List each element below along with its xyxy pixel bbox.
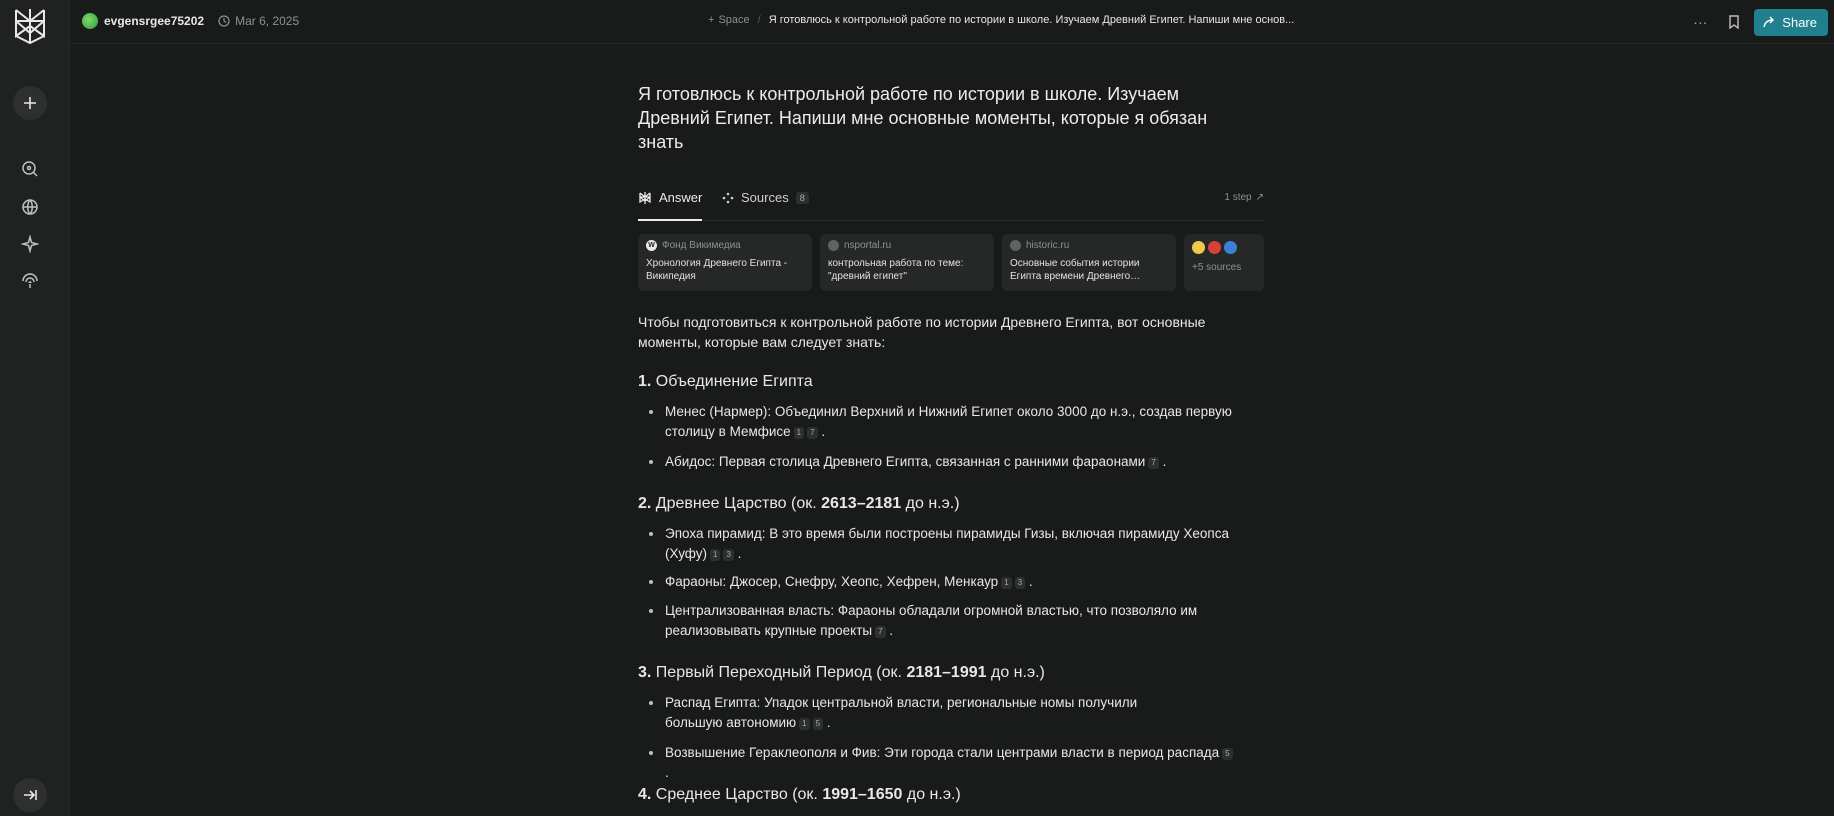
bookmark-icon[interactable] xyxy=(1720,8,1748,36)
list-item: Возвышение Гераклеополя и Фив: Эти города стали центрами власти в период распада 5 . xyxy=(638,743,1238,783)
active-tab-indicator xyxy=(638,219,702,221)
share-icon xyxy=(1763,16,1776,28)
citation-badge[interactable]: 3 xyxy=(723,549,733,561)
source-site: historic.ru xyxy=(1026,240,1070,251)
source-site: nsportal.ru xyxy=(844,240,892,251)
favicon-icon xyxy=(1224,241,1237,254)
citation-badge[interactable]: 3 xyxy=(1015,577,1025,589)
list-item: Абидос: Первая столица Древнего Египта, связанная с ранними фараонами 7 . xyxy=(638,452,1238,472)
steps-label: 1 step xyxy=(1224,192,1252,203)
steps-link[interactable] xyxy=(1224,192,1264,203)
top-header xyxy=(70,0,1834,44)
citation-badge[interactable]: 7 xyxy=(1148,457,1158,469)
list-item: Менес (Нармер): Объединил Верхний и Нижний Египет около 3000 до н.э., создав первую столицу в Мемфисе 1 7 . xyxy=(638,402,1238,442)
clock-icon xyxy=(218,15,230,27)
wikipedia-icon: W xyxy=(646,240,657,251)
share-label: Share xyxy=(1782,14,1817,30)
discover-globe-icon[interactable] xyxy=(19,196,41,218)
question-heading: Я готовлюсь к контрольной работе по истории в школе. Изучаем Древний Египет. Напиши мне основные моменты, которые я обязан знать xyxy=(638,84,1208,152)
more-sources-card[interactable] xyxy=(1184,234,1264,291)
search-home-icon[interactable] xyxy=(19,158,41,180)
source-title: Хронология Древнего Египта - Википедия xyxy=(646,258,788,282)
section-heading: 1. Объединение Египта xyxy=(638,373,813,390)
answer-intro: Чтобы подготовиться к контрольной работе по истории Древнего Египта, вот основные моменты, которые вам следует знать: xyxy=(638,314,1206,350)
date-label: Mar 6, 2025 xyxy=(235,14,300,28)
username[interactable]: evgensrgee75202 xyxy=(104,14,205,28)
perplexity-logo-icon[interactable] xyxy=(12,6,48,46)
favicon-icon xyxy=(1192,241,1205,254)
sources-count-badge: 8 xyxy=(796,192,809,204)
arrow-up-right-icon: ↗ xyxy=(1255,192,1264,203)
citation-badge[interactable]: 1 xyxy=(1001,577,1011,589)
list-item: Фараоны: Джосер, Снефру, Хеопс, Хефрен, Менкаур 1 3 . xyxy=(638,572,1238,592)
source-favicons xyxy=(1192,241,1256,254)
section-heading: 2. Древнее Царство (ок. 2613–2181 до н.э.) xyxy=(638,495,960,512)
favicon-icon xyxy=(1208,241,1221,254)
globe-icon xyxy=(1010,240,1021,251)
source-cards xyxy=(638,234,1264,291)
answer-body xyxy=(638,312,1264,803)
thread-author xyxy=(82,13,299,29)
citation-badge[interactable]: 5 xyxy=(1222,748,1232,760)
sources-icon xyxy=(722,192,734,204)
source-card[interactable] xyxy=(638,234,812,291)
plus-icon: + xyxy=(708,14,715,26)
sidebar xyxy=(0,0,70,816)
thread-title[interactable]: Я готовлюсь к контрольной работе по истории в школе. Изучаем Древний Египет. Напиши мне основ... xyxy=(768,14,1295,26)
answer-tabs xyxy=(638,186,1264,221)
citation-badge[interactable]: 5 xyxy=(813,718,823,730)
spaces-sparkle-icon[interactable] xyxy=(19,233,41,255)
globe-icon xyxy=(828,240,839,251)
section-heading: 3. Первый Переходный Период (ок. 2181–1991 до н.э.) xyxy=(638,664,1045,681)
thread-date xyxy=(218,14,299,28)
tab-sources[interactable] xyxy=(722,190,809,205)
source-card[interactable] xyxy=(820,234,994,291)
add-to-space-button[interactable] xyxy=(708,14,750,26)
source-title: Основные события истории Египта времени Древнего… xyxy=(1010,258,1141,282)
list-item: Распад Египта: Упадок центральной власти, региональные номы получили большую автономию 1 5 . xyxy=(638,693,1158,733)
list-item: Централизованная власть: Фараоны обладали огромной властью, что позволяло им реализовывать крупные проекты 7 . xyxy=(638,601,1238,641)
avatar[interactable] xyxy=(82,13,98,29)
tab-answer[interactable] xyxy=(638,190,702,205)
more-options-icon[interactable]: ··· xyxy=(1693,14,1708,30)
tab-answer-label: Answer xyxy=(659,190,703,205)
breadcrumb-separator: / xyxy=(757,14,761,26)
expand-sidebar-button[interactable] xyxy=(13,778,47,812)
section-heading: 4. Среднее Царство (ок. 1991–1650 до н.э.) xyxy=(638,786,961,803)
space-label: Space xyxy=(718,14,750,26)
list-item: Эпоха пирамид: В это время были построены пирамиды Гизы, включая пирамиду Хеопса (Хуфу) 1 3 . xyxy=(638,524,1238,564)
answer-logo-icon xyxy=(638,191,652,205)
more-sources-label: +5 sources xyxy=(1192,262,1242,273)
source-site: Фонд Викимедиа xyxy=(662,240,741,251)
source-card[interactable] xyxy=(1002,234,1176,291)
source-title: контрольная работа по теме: "древний египет" xyxy=(828,258,964,282)
citation-badge[interactable]: 1 xyxy=(794,427,804,439)
new-thread-button[interactable] xyxy=(13,86,47,120)
citation-badge[interactable]: 7 xyxy=(807,427,817,439)
citation-badge[interactable]: 7 xyxy=(875,626,885,638)
tab-sources-label: Sources xyxy=(741,190,789,205)
share-button[interactable] xyxy=(1754,9,1828,36)
header-actions xyxy=(1686,8,1828,36)
citation-badge[interactable]: 1 xyxy=(710,549,720,561)
library-signal-icon[interactable] xyxy=(19,270,41,292)
citation-badge[interactable]: 1 xyxy=(799,718,809,730)
breadcrumb xyxy=(708,14,1294,26)
